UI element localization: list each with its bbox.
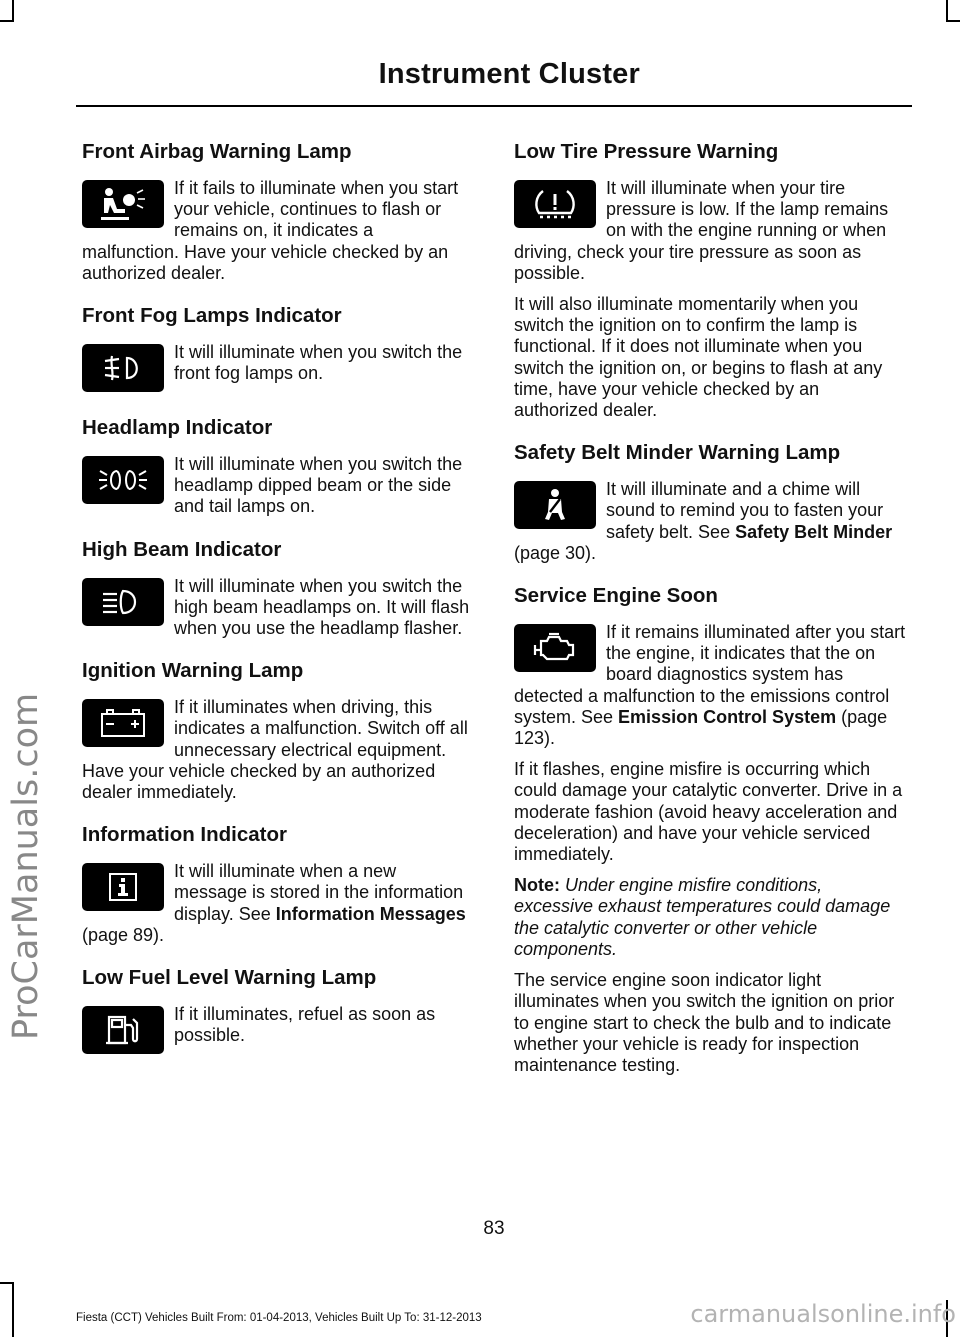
footer-vehicle-info: Fiesta (CCT) Vehicles Built From: 01-04-2013, Vehicles Built Up To: 31-12-2013	[76, 1312, 482, 1324]
section-text: It will illuminate when you switch the high beam headlamps on. It will flash when you use the headlamp flasher.	[174, 575, 470, 639]
section-paragraph: It will also illuminate momentarily when you switch the ignition on to confirm the lamp is functional. If it does not illuminate when you switch the ignition on, or begins to flash at any time, have your vehicle checked by an authorized dealer.	[514, 294, 883, 421]
section-title: Low Tire Pressure Warning	[514, 140, 779, 163]
section-title: Low Fuel Level Warning Lamp	[82, 966, 377, 990]
right-column	[514, 140, 906, 1096]
text-before-ref: It will illuminate and a chime will sound to remind you to fasten your safety belt. See	[606, 479, 884, 542]
section-tire-pressure	[514, 140, 906, 421]
cross-reference-link[interactable]: Emission Control System	[618, 706, 837, 727]
crop-mark	[12, 0, 14, 22]
section-safety-belt	[514, 441, 906, 564]
section-title: Front Airbag Warning Lamp	[82, 140, 352, 163]
section-title: Headlamp Indicator	[82, 416, 273, 440]
section-title: Information Indicator	[82, 823, 287, 847]
high-beam-icon	[82, 578, 164, 626]
information-icon	[82, 863, 164, 911]
text-after-ref: (page 30).	[514, 542, 597, 563]
headlamp-indicator-icon	[82, 456, 164, 504]
section-title: Front Fog Lamps Indicator	[82, 304, 342, 328]
airbag-warning-icon	[82, 180, 164, 228]
side-watermark: ProCarManuals.com	[6, 692, 46, 1040]
section-service-engine	[514, 584, 906, 1076]
seat-belt-icon	[514, 481, 596, 529]
section-information	[82, 823, 474, 946]
note-text: Under engine misfire conditions, excessive exhaust temperatures could damage the catalytic converter or other vehicle components.	[514, 875, 891, 959]
cross-reference-link[interactable]: Information Messages	[275, 903, 466, 924]
section-headlamp	[82, 416, 474, 518]
text-after-ref: (page 123).	[514, 706, 888, 749]
section-title: Service Engine Soon	[514, 584, 718, 608]
crop-mark	[0, 1282, 14, 1284]
crop-mark	[12, 1282, 14, 1337]
fuel-pump-icon	[82, 1006, 164, 1054]
note-label: Note:	[514, 875, 560, 896]
section-front-fog	[82, 304, 474, 396]
section-low-fuel	[82, 966, 474, 1058]
page-number: 83	[483, 1218, 505, 1239]
battery-icon	[82, 699, 164, 747]
left-column	[82, 140, 474, 1078]
section-high-beam	[82, 538, 474, 640]
text-before-ref: It will illuminate when a new message is stored in the information display. See	[174, 861, 464, 924]
text-before-ref: If it remains illuminated after you start the engine, it indicates that the on board diagnostics system has detected a malfunction to the emissions control system. See	[514, 622, 906, 727]
section-text: If it illuminates when driving, this indicates a malfunction. Switch off all unnecessary electrical equipment. Have your vehicle checked by an authorized dealer immediately.	[82, 697, 468, 803]
tire-pressure-icon	[514, 180, 596, 228]
section-title: High Beam Indicator	[82, 537, 282, 561]
header-divider	[76, 105, 912, 107]
crop-mark	[0, 20, 14, 22]
section-text: If it illuminates, refuel as soon as possible.	[174, 1004, 436, 1046]
section-text: It will illuminate when your tire pressure is low. If the lamp remains on with the engine running or when driving, check your tire pressure as soon as possible.	[514, 178, 889, 283]
check-engine-icon	[514, 624, 596, 672]
section-paragraph: If it flashes, engine misfire is occurring which could damage your catalytic converter. Drive in a moderate fashion (avoid heavy acceleration and deceleration) and have your vehicle serviced immediately.	[514, 759, 903, 865]
section-text: It will illuminate when you switch the headlamp dipped beam or the side and tail lamps on.	[174, 454, 463, 517]
footer-url: carmanualsonline.info	[690, 1300, 956, 1328]
section-text: It will illuminate when you switch the front fog lamps on.	[174, 342, 463, 384]
front-fog-lamp-icon	[82, 344, 164, 392]
section-title: Ignition Warning Lamp	[82, 659, 304, 683]
text-after-ref: (page 89).	[82, 924, 165, 945]
section-ignition	[82, 659, 474, 803]
page-title: Instrument Cluster	[378, 58, 640, 90]
crop-mark	[946, 0, 948, 22]
cross-reference-link[interactable]: Safety Belt Minder	[735, 521, 893, 542]
crop-mark	[946, 20, 960, 22]
section-title: Safety Belt Minder Warning Lamp	[514, 441, 841, 465]
section-front-airbag	[82, 140, 474, 284]
section-paragraph: The service engine soon indicator light illuminates when you switch the ignition on prior to engine start to check the bulb and to indicate whether your vehicle is ready for inspection maintenance testing.	[514, 970, 895, 1075]
note-paragraph	[514, 875, 906, 960]
section-text: If it fails to illuminate when you start your vehicle, continues to flash or remains on, it indicates a malfunction. Have your vehicle checked by an authorized dealer.	[82, 178, 459, 283]
